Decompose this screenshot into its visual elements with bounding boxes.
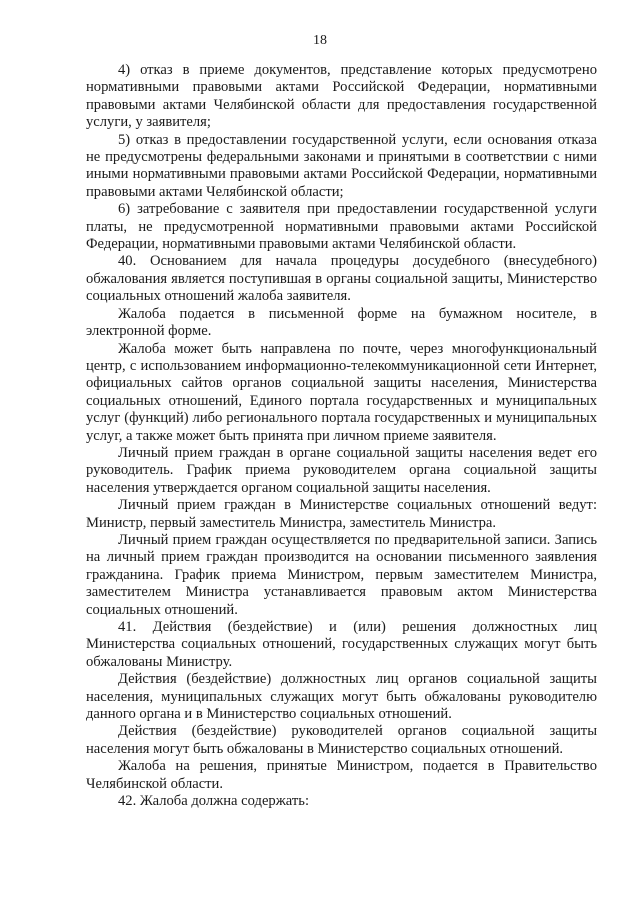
paragraph-complaint-channels: Жалоба может быть направлена по почте, через многофункциональный центр, с использованием информационно-телекоммуникационной сети Интернет, официальных сайтов органов социальной защиты населения, Министерства социальных отношений, Единого портала государственных и муниципальных услуг (функций) либо регионального портала государственных и муниципальных услуг, а также может быть принята при личном приеме заявителя. — [86, 340, 597, 444]
paragraph-section-41: 41. Действия (бездействие) и (или) решения должностных лиц Министерства социальных отношений, государственных служащих могут быть обжалованы Министру. — [86, 619, 597, 670]
paragraph-reception-appointment: Личный прием граждан осуществляется по предварительной записи. Запись на личный прием граждан производится на основании письменного заявления гражданина. График приема Министром, первым заместителем Министра, заместителем Министра устанавливается правовым актом Министерства социальных отношений. — [86, 531, 597, 618]
paragraph-appeal-heads: Действия (бездействие) руководителей органов социальной защиты населения могут быть обжалованы в Министерство социальных отношений. — [86, 723, 597, 757]
paragraph-item-4: 4) отказ в приеме документов, представление которых предусмотрено нормативными правовыми актами Российской Федерации, нормативными правовыми актами Челябинской области для предоставления государственной услуги, у заявителя; — [86, 62, 597, 131]
paragraph-reception-organ: Личный прием граждан в органе социальной защиты населения ведет его руководитель. График приема руководителем органа социальной защиты населения утверждается органом социальной защиты населения. — [86, 444, 597, 496]
paragraph-section-42: 42. Жалоба должна содержать: — [118, 793, 309, 810]
page-number: 18 — [313, 33, 327, 48]
paragraph-section-40: 40. Основанием для начала процедуры досудебного (внесудебного) обжалования является поступившая в органы социальной защиты, Министерство социальных отношений жалоба заявителя. — [86, 253, 597, 305]
paragraph-item-5: 5) отказ в предоставлении государственной услуги, если основания отказа не предусмотрены федеральными законами и принятыми в соответствии с ними иными нормативными правовыми актами Российской Федерации, нормативными правовыми актами Челябинской области; — [86, 131, 597, 200]
paragraph-reception-ministry: Личный прием граждан в Министерстве социальных отношений ведут: Министр, первый заместитель Министра, заместитель Министра. — [86, 497, 597, 531]
paragraph-complaint-form: Жалоба подается в письменной форме на бумажном носителе, в электронной форме. — [86, 305, 597, 340]
paragraph-item-6: 6) затребование с заявителя при предоставлении государственной услуги платы, не предусмотренной нормативными правовыми актами Российской Федерации, нормативными правовыми актами Челябинской области. — [86, 201, 597, 253]
document-body — [86, 62, 597, 810]
paragraph-appeal-municipal: Действия (бездействие) должностных лиц органов социальной защиты населения, муниципальных служащих могут быть обжалованы руководителю данного органа и в Министерство социальных отношений. — [86, 671, 597, 723]
paragraph-appeal-government: Жалоба на решения, принятые Министром, подается в Правительство Челябинской области. — [86, 758, 597, 792]
